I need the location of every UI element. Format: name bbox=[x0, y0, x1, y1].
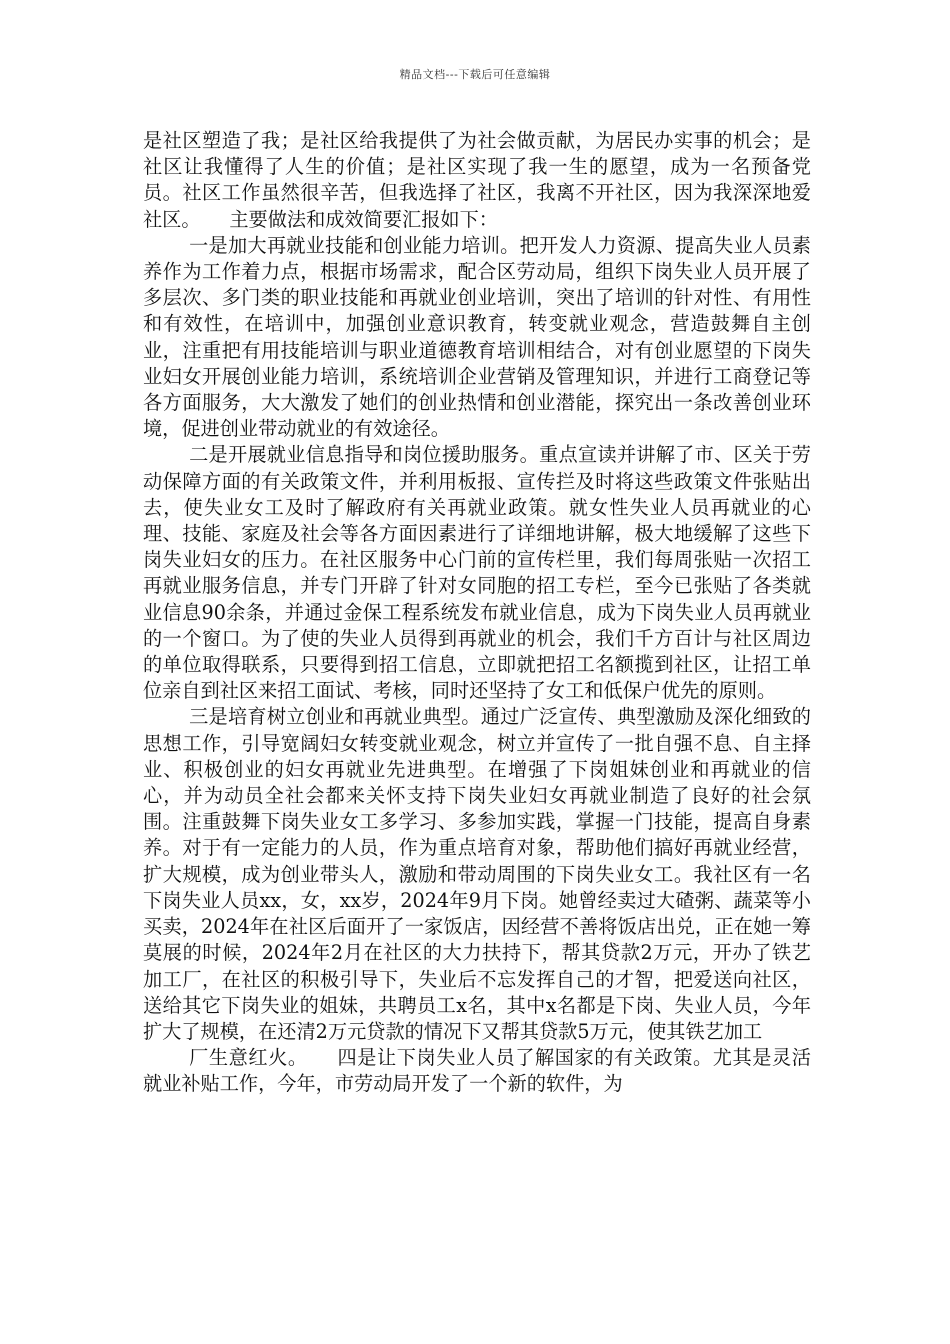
paragraph: 三是培育树立创业和再就业典型。通过广泛宣传、典型激励及深化细致的思想工作，引导宽阔妇女转变就业观念，树立并宣传了一批自强不息、自主择业、积极创业的妇女再就业先进典型。在增强了下岗姐妹创业和再就业的信心，并为动员全社会都来关怀支持下岗失业妇女再就业制造了良好的社会氛围。注重鼓舞下岗失业女工多学习、多参加实践，掌握一门技能，提高自身素养。对于有一定能力的人员，作为重点培育对象，帮助他们搞好再就业经营，扩大规模，成为创业带头人，激励和带动周围的下岗失业女工。我社区有一名下岗失业人员xx，女，xx岁，2024年9月下岗。她曾经卖过大碴粥、蔬菜等小买卖，2024年在社区后面开了一家饭店，因经营不善将饭店出兑，正在她一筹莫展的时候，2024年2月在社区的大力扶持下，帮其贷款2万元，开办了铁艺加工厂，在社区的积极引导下，失业后不忘发挥自己的才智，把爱送向社区，送给其它下岗失业的姐妹，共聘员工x名，其中x名都是下岗、失业人员，今年扩大了规模，在还清2万元贷款的情况下又帮其贷款5万元，使其铁艺加工 bbox=[143, 705, 811, 1043]
page-header: 精品文档---下载后可任意编辑 bbox=[399, 68, 551, 81]
paragraph: 一是加大再就业技能和创业能力培训。把开发人力资源、提高失业人员素养作为工作着力点，根据市场需求，配合区劳动局，组织下岗失业人员开展了多层次、多门类的职业技能和再就业创业培训，突出了培训的针对性、有用性和有效性，在培训中，加强创业意识教育，转变就业观念，营造鼓舞自主创业，注重把有用技能培训与职业道德教育培训相结合，对有创业愿望的下岗失业妇女开展创业能力培训，系统培训企业营销及管理知识，并进行工商登记等各方面服务，大大激发了她们的创业热情和创业潜能，探究出一条改善创业环境，促进创业带动就业的有效途径。 bbox=[143, 233, 811, 441]
paragraph: 是社区塑造了我；是社区给我提供了为社会做贡献，为居民办实事的机会；是社区让我懂得了人生的价值；是社区实现了我一生的愿望，成为一名预备党员。社区工作虽然很辛苦，但我选择了社区，我离不开社区，因为我深深地爱社区。 主要做法和成效简要汇报如下： bbox=[143, 129, 811, 231]
paragraph: 厂生意红火。 四是让下岗失业人员了解国家的有关政策。尤其是灵活就业补贴工作，今年，市劳动局开发了一个新的软件，为 bbox=[143, 1046, 811, 1096]
paragraph: 二是开展就业信息指导和岗位援助服务。重点宣读并讲解了市、区关于劳动保障方面的有关政策文件，并利用板报、宣传拦及时将这些政策文件张贴出去，使失业女工及时了解政府有关再就业政策。就女性失业人员再就业的心理、技能、家庭及社会等各方面因素进行了详细地讲解，极大地缓解了这些下岗失业妇女的压力。在社区服务中心门前的宣传栏里，我们每周张贴一次招工再就业服务信息，并专门开辟了针对女同胞的招工专栏，至今已张贴了各类就业信息90余条，并通过金保工程系统发布就业信息，成为下岗失业人员再就业的一个窗口。为了使的失业人员得到再就业的机会，我们千方百计与社区周边的单位取得联系，只要得到招工信息，立即就把招工名额揽到社区，让招工单位亲自到社区来招工面试、考核，同时还坚持了女工和低保户优先的原则。 bbox=[143, 443, 811, 703]
document-body bbox=[143, 128, 811, 1098]
